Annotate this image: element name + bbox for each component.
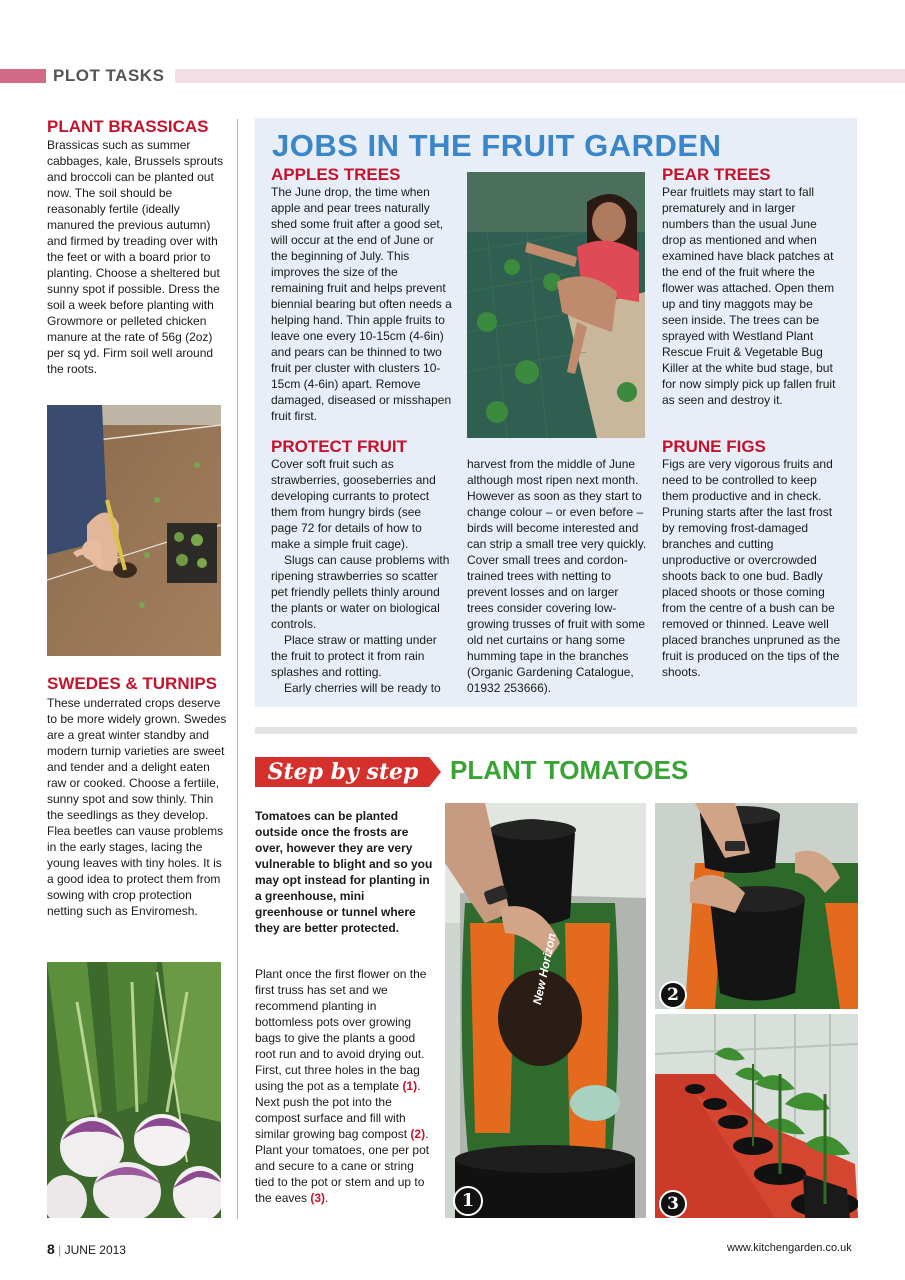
footer-separator: | [58, 1243, 62, 1257]
protect-paragraph: Early cherries will be ready to [284, 681, 441, 695]
swedes-text: These underrated crops deserve to be more widely grown. Swedes are a great winter standby and modern turnip varieties are sweet and tender and a delight eaten raw or cooked. Choose a fertiile, sunny spot and sow thinly. Thin the seedlings as they develop. Flea beetles can vause problems in the early stages, lacing the young leaves with tiny holes. It is a good idea to protect them from sowing with crop protection netting such as Enviromesh. [47, 696, 227, 918]
apples-text: The June drop, the time when apple and pear trees naturally shed some fruit after a good set, will occur at the end of June or the beginning of July. This improves the size of the remaining fruit and helps prevent biennial bearing but often needs a helping hand. Thin apple fruits to leave one every 10-15cm (4-6in) and pears can be thinned to two fruit per cluster with clusters 10-15cm (4-6in) apart. Remove damaged, diseased or misshapen fruit first. [271, 185, 452, 423]
pear-text: Pear fruitlets may start to fall prematurely and in larger numbers than the usual June drop as mentioned and when examined have black patches at the end of the fruit where the flower was attached. Open them up and tiny maggots may be seen inside. The trees can be sprayed with Westland Plant Rescue Fruit & Vegetable Bug Killer at the white bud stage, but for now simply pick up fallen fruit as seen and destroy it. [662, 185, 836, 407]
protect-text-continued: harvest from the middle of June although most ripen next month. However as soon as they start to change colour – or even before – birds will become interested and can strip a small tree very quickly. Cover small trees and cordon-trained trees with netting to prevent losses and on larger trees consider covering low-growing trusses of fruit with some old net curtains or hang some humming tape in the branches (Organic Gardening Catalogue, 01932 253666). [467, 457, 647, 695]
protect-heading: PROTECT FRUIT [271, 437, 407, 456]
fruit-garden-title: JOBS IN THE FRUIT GARDEN [272, 128, 722, 163]
footer-page-info [47, 1241, 126, 1257]
brassica-planting-photo [47, 405, 221, 656]
issue-date: JUNE 2013 [64, 1243, 126, 1257]
instruction-text: . Plant your tomatoes, one per pot and secure to a cane or string tied to the pot or stem and up to the eaves [255, 1127, 430, 1205]
section-separator [255, 727, 857, 734]
protect-paragraph: Cover soft fruit such as strawberries, gooseberries and developing currants to protect them from hungry birds (see page 72 for details of how to make a simple fruit cage). [271, 457, 436, 551]
instruction-text: . [325, 1191, 329, 1205]
figs-heading: PRUNE FIGS [662, 437, 766, 456]
figs-text: Figs are very vigorous fruits and need to be controlled to keep them productive and in check. Pruning starts after the last frost by removing frost-damaged branches and cutting unproductive or overcrowded shoots back to one bud. Badly placed shoots or those coming from the centre of a bush can be removed or thinned. Leave well placed branches unpruned as the fruit is produced on the tips of the shoots. [662, 457, 841, 679]
step-1-number: 1 [453, 1186, 483, 1216]
step-1-photo [445, 803, 646, 1218]
instruction-text: Plant once the first flower on the first truss has set and we recommend planting in bottomless pots over growing bags to give the plants a good root run and to avoid drying out. First, cut three holes in the bag using the pot as a template [255, 967, 427, 1093]
brassicas-heading: PLANT BRASSICAS [47, 117, 209, 136]
step-reference: (3) [310, 1191, 326, 1205]
step-3-photo [655, 1014, 858, 1218]
instruction-text: . Next push the pot into the compost surface and fill with similar growing bag compost [255, 1079, 421, 1141]
grow-bag-brand: New Horizon [530, 931, 559, 1006]
website-url: www.kitchengarden.co.uk [727, 1242, 852, 1254]
swedes-heading: SWEDES & TURNIPS [47, 674, 218, 693]
section-accent-bar [0, 69, 46, 83]
badge-arrow [429, 757, 441, 787]
protect-text [271, 456, 451, 696]
step-reference: (1) [402, 1079, 418, 1093]
protect-paragraph: Place straw or matting under the fruit to protect it from rain splashes and rotting. [271, 633, 437, 679]
strawberry-netting-photo [467, 172, 645, 438]
tomatoes-instructions [255, 966, 435, 1206]
brassicas-text: Brassicas such as summer cabbages, kale, Brussels sprouts and broccoli can be planted out now. The soil should be reasonably fertile (ideally manured the previous autumn) and firmed by treading over with the feet or with a board prior to planting. Choose a sheltered but sunny spot if possible. Dress the soil a week before planting with Growmore or pelleted chicken manure at the rate of 56g (2oz) per sq yd. Firm soil well around the roots. [47, 138, 224, 376]
apples-heading: APPLES TREES [271, 165, 401, 184]
step-by-step-label: Step by step [267, 759, 419, 785]
tomatoes-title: PLANT TOMATOES [450, 755, 689, 785]
section-header-bar [175, 69, 905, 83]
pear-heading: PEAR TREES [662, 165, 771, 184]
turnips-photo [47, 962, 221, 1218]
step-2-photo [655, 803, 858, 1009]
step-2-number: 2 [659, 981, 687, 1009]
page-number: 8 [47, 1241, 55, 1257]
section-title: PLOT TASKS [53, 66, 165, 85]
protect-paragraph: Slugs can cause problems with ripening strawberries so scatter pet friendly pellets thinly around the plants or water on biological controls. [271, 553, 450, 631]
step-reference: (2) [410, 1127, 426, 1141]
tomatoes-intro: Tomatoes can be planted outside once the frosts are over, however they are very vulnerable to blight and so you may opt instead for planting in a greenhouse, mini greenhouse or tunnel where they are better protected. [255, 809, 433, 935]
step-3-number: 3 [659, 1190, 687, 1218]
column-divider [237, 119, 238, 1219]
